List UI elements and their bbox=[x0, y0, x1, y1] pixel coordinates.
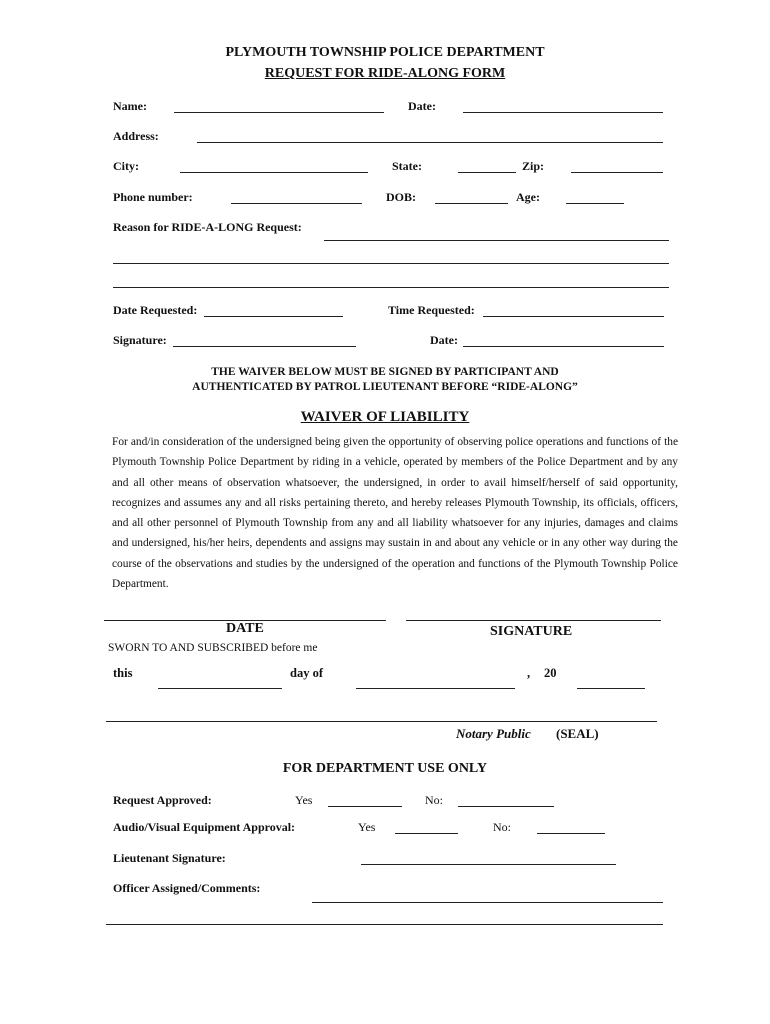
request-approved-no-field[interactable] bbox=[458, 806, 554, 807]
zip-field[interactable] bbox=[571, 172, 663, 173]
waiver-signature-line[interactable] bbox=[406, 620, 661, 621]
address-label: Address: bbox=[113, 129, 159, 143]
date-label: Date: bbox=[408, 99, 436, 113]
address-field[interactable] bbox=[197, 142, 663, 143]
waiver-signature-label: SIGNATURE bbox=[490, 624, 573, 639]
year-field[interactable] bbox=[577, 688, 645, 689]
day-of-label: day of bbox=[290, 666, 323, 680]
officer-comments-line-1[interactable] bbox=[312, 902, 663, 903]
phone-field[interactable] bbox=[231, 203, 362, 204]
seal-label: (SEAL) bbox=[556, 726, 599, 741]
form-title: REQUEST FOR RIDE-ALONG FORM bbox=[264, 66, 506, 81]
av-approval-yes-field[interactable] bbox=[395, 833, 458, 834]
lieutenant-signature-label: Lieutenant Signature: bbox=[113, 851, 226, 865]
av-approval-yes-label: Yes bbox=[358, 820, 376, 834]
city-label: City: bbox=[113, 159, 139, 173]
state-field[interactable] bbox=[458, 172, 516, 173]
request-approved-yes-label: Yes bbox=[295, 793, 313, 807]
sworn-statement: SWORN TO AND SUBSCRIBED before me bbox=[108, 642, 318, 654]
time-requested-label: Time Requested: bbox=[388, 303, 475, 317]
date-requested-field[interactable] bbox=[204, 316, 343, 317]
name-field[interactable] bbox=[174, 112, 384, 113]
month-field[interactable] bbox=[356, 688, 515, 689]
signature-date-label: Date: bbox=[430, 333, 458, 347]
officer-comments-line-2[interactable] bbox=[106, 924, 663, 925]
signature-label: Signature: bbox=[113, 333, 167, 347]
dob-field[interactable] bbox=[435, 203, 508, 204]
av-approval-no-label: No: bbox=[493, 820, 511, 834]
waiver-date-label: DATE bbox=[226, 621, 264, 636]
date-requested-label: Date Requested: bbox=[113, 303, 198, 317]
time-requested-field[interactable] bbox=[483, 316, 664, 317]
age-field[interactable] bbox=[566, 203, 624, 204]
waiver-notice-line-1: THE WAIVER BELOW MUST BE SIGNED BY PARTICIPANT AND bbox=[211, 366, 559, 378]
zip-label: Zip: bbox=[522, 159, 545, 173]
notary-signature-line[interactable] bbox=[106, 721, 657, 722]
request-approved-no-label: No: bbox=[425, 793, 443, 807]
department-heading: PLYMOUTH TOWNSHIP POLICE DEPARTMENT bbox=[225, 45, 545, 60]
reason-line-3[interactable] bbox=[113, 287, 669, 288]
notary-public-label: Notary Public bbox=[456, 726, 531, 741]
phone-label: Phone number: bbox=[113, 190, 193, 204]
waiver-notice-line-2: AUTHENTICATED BY PATROL LIEUTENANT BEFORE “RIDE-ALONG” bbox=[192, 381, 578, 393]
reason-label: Reason for RIDE-A-LONG Request: bbox=[113, 220, 302, 234]
dob-label: DOB: bbox=[386, 190, 416, 204]
day-field[interactable] bbox=[158, 688, 282, 689]
officer-assigned-label: Officer Assigned/Comments: bbox=[113, 881, 261, 895]
name-label: Name: bbox=[113, 99, 147, 113]
reason-line-1[interactable] bbox=[324, 240, 669, 241]
year-prefix-label: 20 bbox=[544, 666, 557, 680]
city-field[interactable] bbox=[180, 172, 368, 173]
age-label: Age: bbox=[516, 190, 540, 204]
lieutenant-signature-field[interactable] bbox=[361, 864, 616, 865]
department-use-title: FOR DEPARTMENT USE ONLY bbox=[282, 761, 488, 776]
waiver-text: For and/in consideration of the undersigned being given the opportunity of observing police operations and functions of the Plymouth Township Police Department by riding in a vehicle, operated by members of the Police Department and by any and all other means of observation whatsoever, the undersigned, in order to avail himself/herself of said opportunity, recognizes and assumes any and all risks pertaining thereto, and hereby releases Plymouth Township, its officials, officers, and all other personnel of Plymouth Township from any and all liability whatsoever for any injuries, damages and claims and undersigned, his/her heirs, dependents and assigns may sustain in and about any vehicle or in any other way during the course of the observations and studies by the undersigned of the operation and functions of the Plymouth Township Police Department. bbox=[112, 436, 678, 591]
waiver-title: WAIVER OF LIABILITY bbox=[300, 409, 470, 425]
av-approval-label: Audio/Visual Equipment Approval: bbox=[113, 820, 296, 834]
request-approved-yes-field[interactable] bbox=[328, 806, 402, 807]
state-label: State: bbox=[392, 159, 422, 173]
date-field[interactable] bbox=[463, 112, 663, 113]
request-approved-label: Request Approved: bbox=[113, 793, 212, 807]
this-label: this bbox=[113, 666, 133, 680]
comma-label: , bbox=[527, 666, 531, 680]
reason-line-2[interactable] bbox=[113, 263, 669, 264]
av-approval-no-field[interactable] bbox=[537, 833, 605, 834]
signature-field[interactable] bbox=[173, 346, 356, 347]
signature-date-field[interactable] bbox=[463, 346, 664, 347]
